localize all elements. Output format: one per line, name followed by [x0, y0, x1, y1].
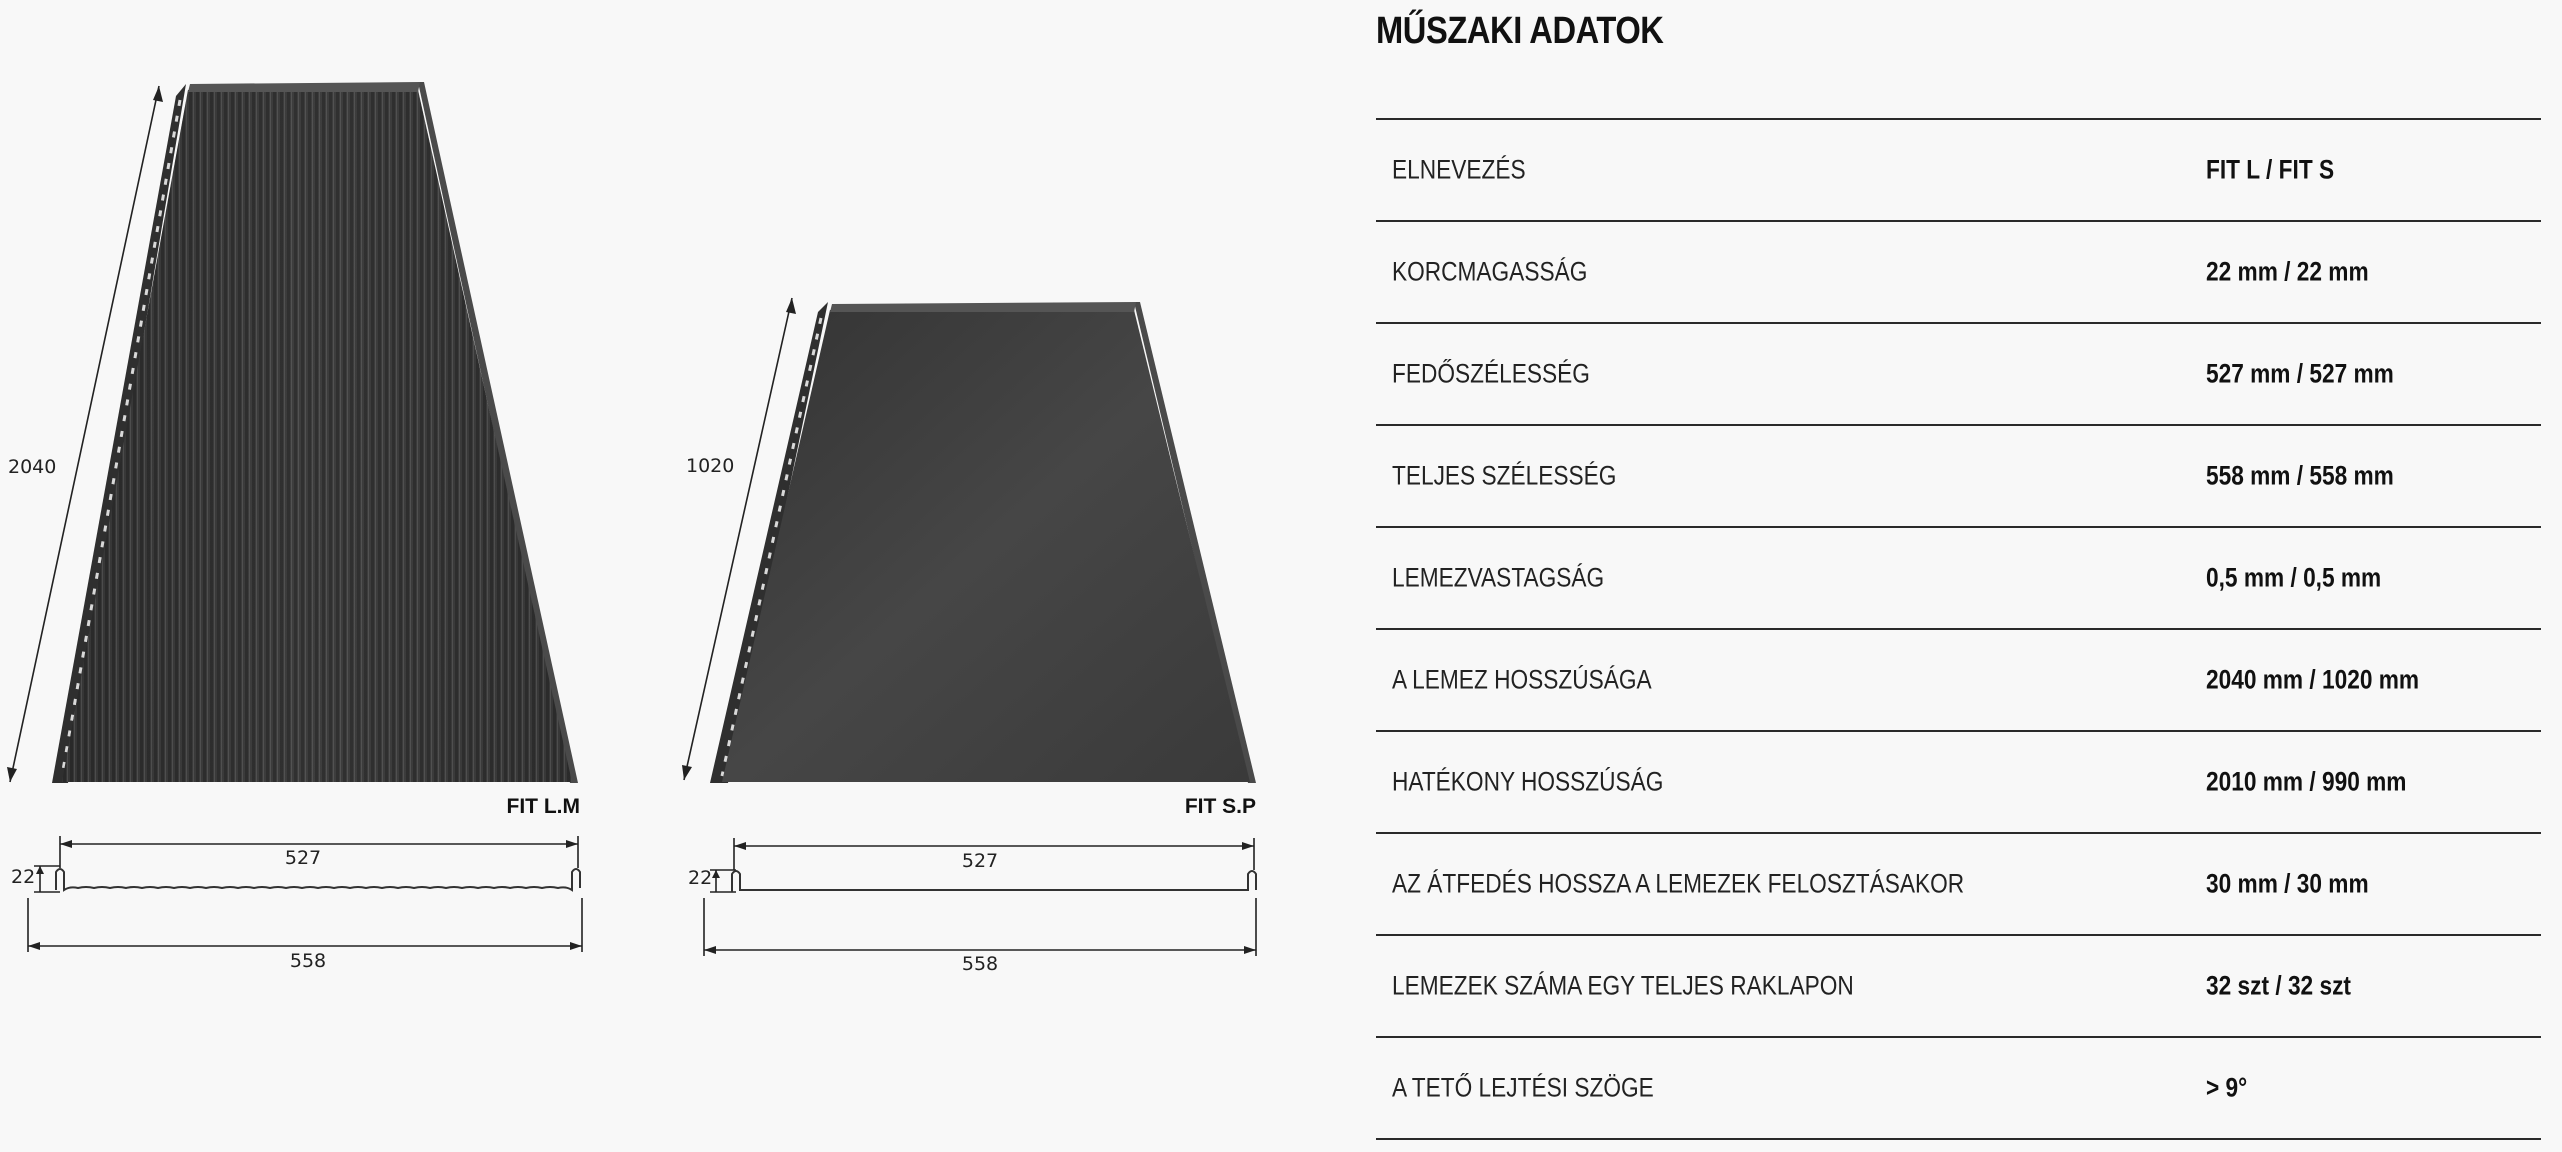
- table-row: [1376, 120, 2541, 222]
- table-row: [1376, 324, 2541, 426]
- spec-label: HATÉKONY HOSSZÚSÁG: [1392, 766, 1664, 797]
- seam-height-label: 22: [688, 867, 713, 889]
- profile-section-fit-s: [688, 838, 1256, 975]
- spec-value: FIT L / FIT S: [2206, 154, 2335, 185]
- spec-label: ELNEVEZÉS: [1392, 154, 1526, 185]
- table-row: [1376, 834, 2541, 936]
- table-row: [1376, 732, 2541, 834]
- sheet-fit-l: [52, 82, 578, 783]
- spec-value: 2010 mm / 990 mm: [2206, 766, 2407, 797]
- total-width-label: 558: [961, 953, 999, 975]
- seam-height-label: 22: [11, 866, 36, 888]
- spec-label: A LEMEZ HOSSZÚSÁGA: [1392, 664, 1652, 695]
- model-label-fit-l: FIT L.M: [506, 795, 580, 818]
- panel-fit-l: [7, 82, 582, 972]
- specs-title: MŰSZAKI ADATOK: [1376, 10, 1664, 52]
- spec-value: 527 mm / 527 mm: [2206, 358, 2394, 389]
- spec-table: [1376, 118, 2541, 1140]
- spec-label: LEMEZEK SZÁMA EGY TELJES RAKLAPON: [1392, 970, 1854, 1001]
- spec-label: KORCMAGASSÁG: [1392, 256, 1588, 287]
- table-row: [1376, 936, 2541, 1038]
- spec-value: > 9°: [2206, 1072, 2248, 1103]
- spec-value: 32 szt / 32 szt: [2206, 970, 2351, 1001]
- spec-label: A TETŐ LEJTÉSI SZÖGE: [1392, 1072, 1654, 1103]
- spec-label: LEMEZVASTAGSÁG: [1392, 562, 1605, 593]
- profile-section-fit-l: [11, 836, 582, 972]
- spec-label: TELJES SZÉLESSÉG: [1392, 460, 1617, 491]
- spec-section: [1376, 0, 2541, 1152]
- cover-width-label: 527: [284, 847, 322, 869]
- sheet-fit-s: [710, 302, 1256, 783]
- table-row: [1376, 222, 2541, 324]
- total-width-label: 558: [289, 950, 327, 972]
- length-label: 1020: [686, 455, 735, 477]
- table-row: [1376, 630, 2541, 732]
- table-row: [1376, 426, 2541, 528]
- table-row: [1376, 1038, 2541, 1140]
- cover-width-label: 527: [961, 850, 999, 872]
- spec-value: 22 mm / 22 mm: [2206, 256, 2369, 287]
- spec-label: AZ ÁTFEDÉS HOSSZA A LEMEZEK FELOSZTÁSAKOR: [1392, 868, 1965, 899]
- spec-label: FEDŐSZÉLESSÉG: [1392, 358, 1590, 389]
- panel-fit-s: [682, 298, 1256, 975]
- spec-value: 558 mm / 558 mm: [2206, 460, 2394, 491]
- table-row: [1376, 528, 2541, 630]
- spec-value: 0,5 mm / 0,5 mm: [2206, 562, 2382, 593]
- model-label-fit-s: FIT S.P: [1184, 795, 1256, 818]
- spec-value: 30 mm / 30 mm: [2206, 868, 2369, 899]
- length-label: 2040: [8, 456, 57, 478]
- spec-value: 2040 mm / 1020 mm: [2206, 664, 2420, 695]
